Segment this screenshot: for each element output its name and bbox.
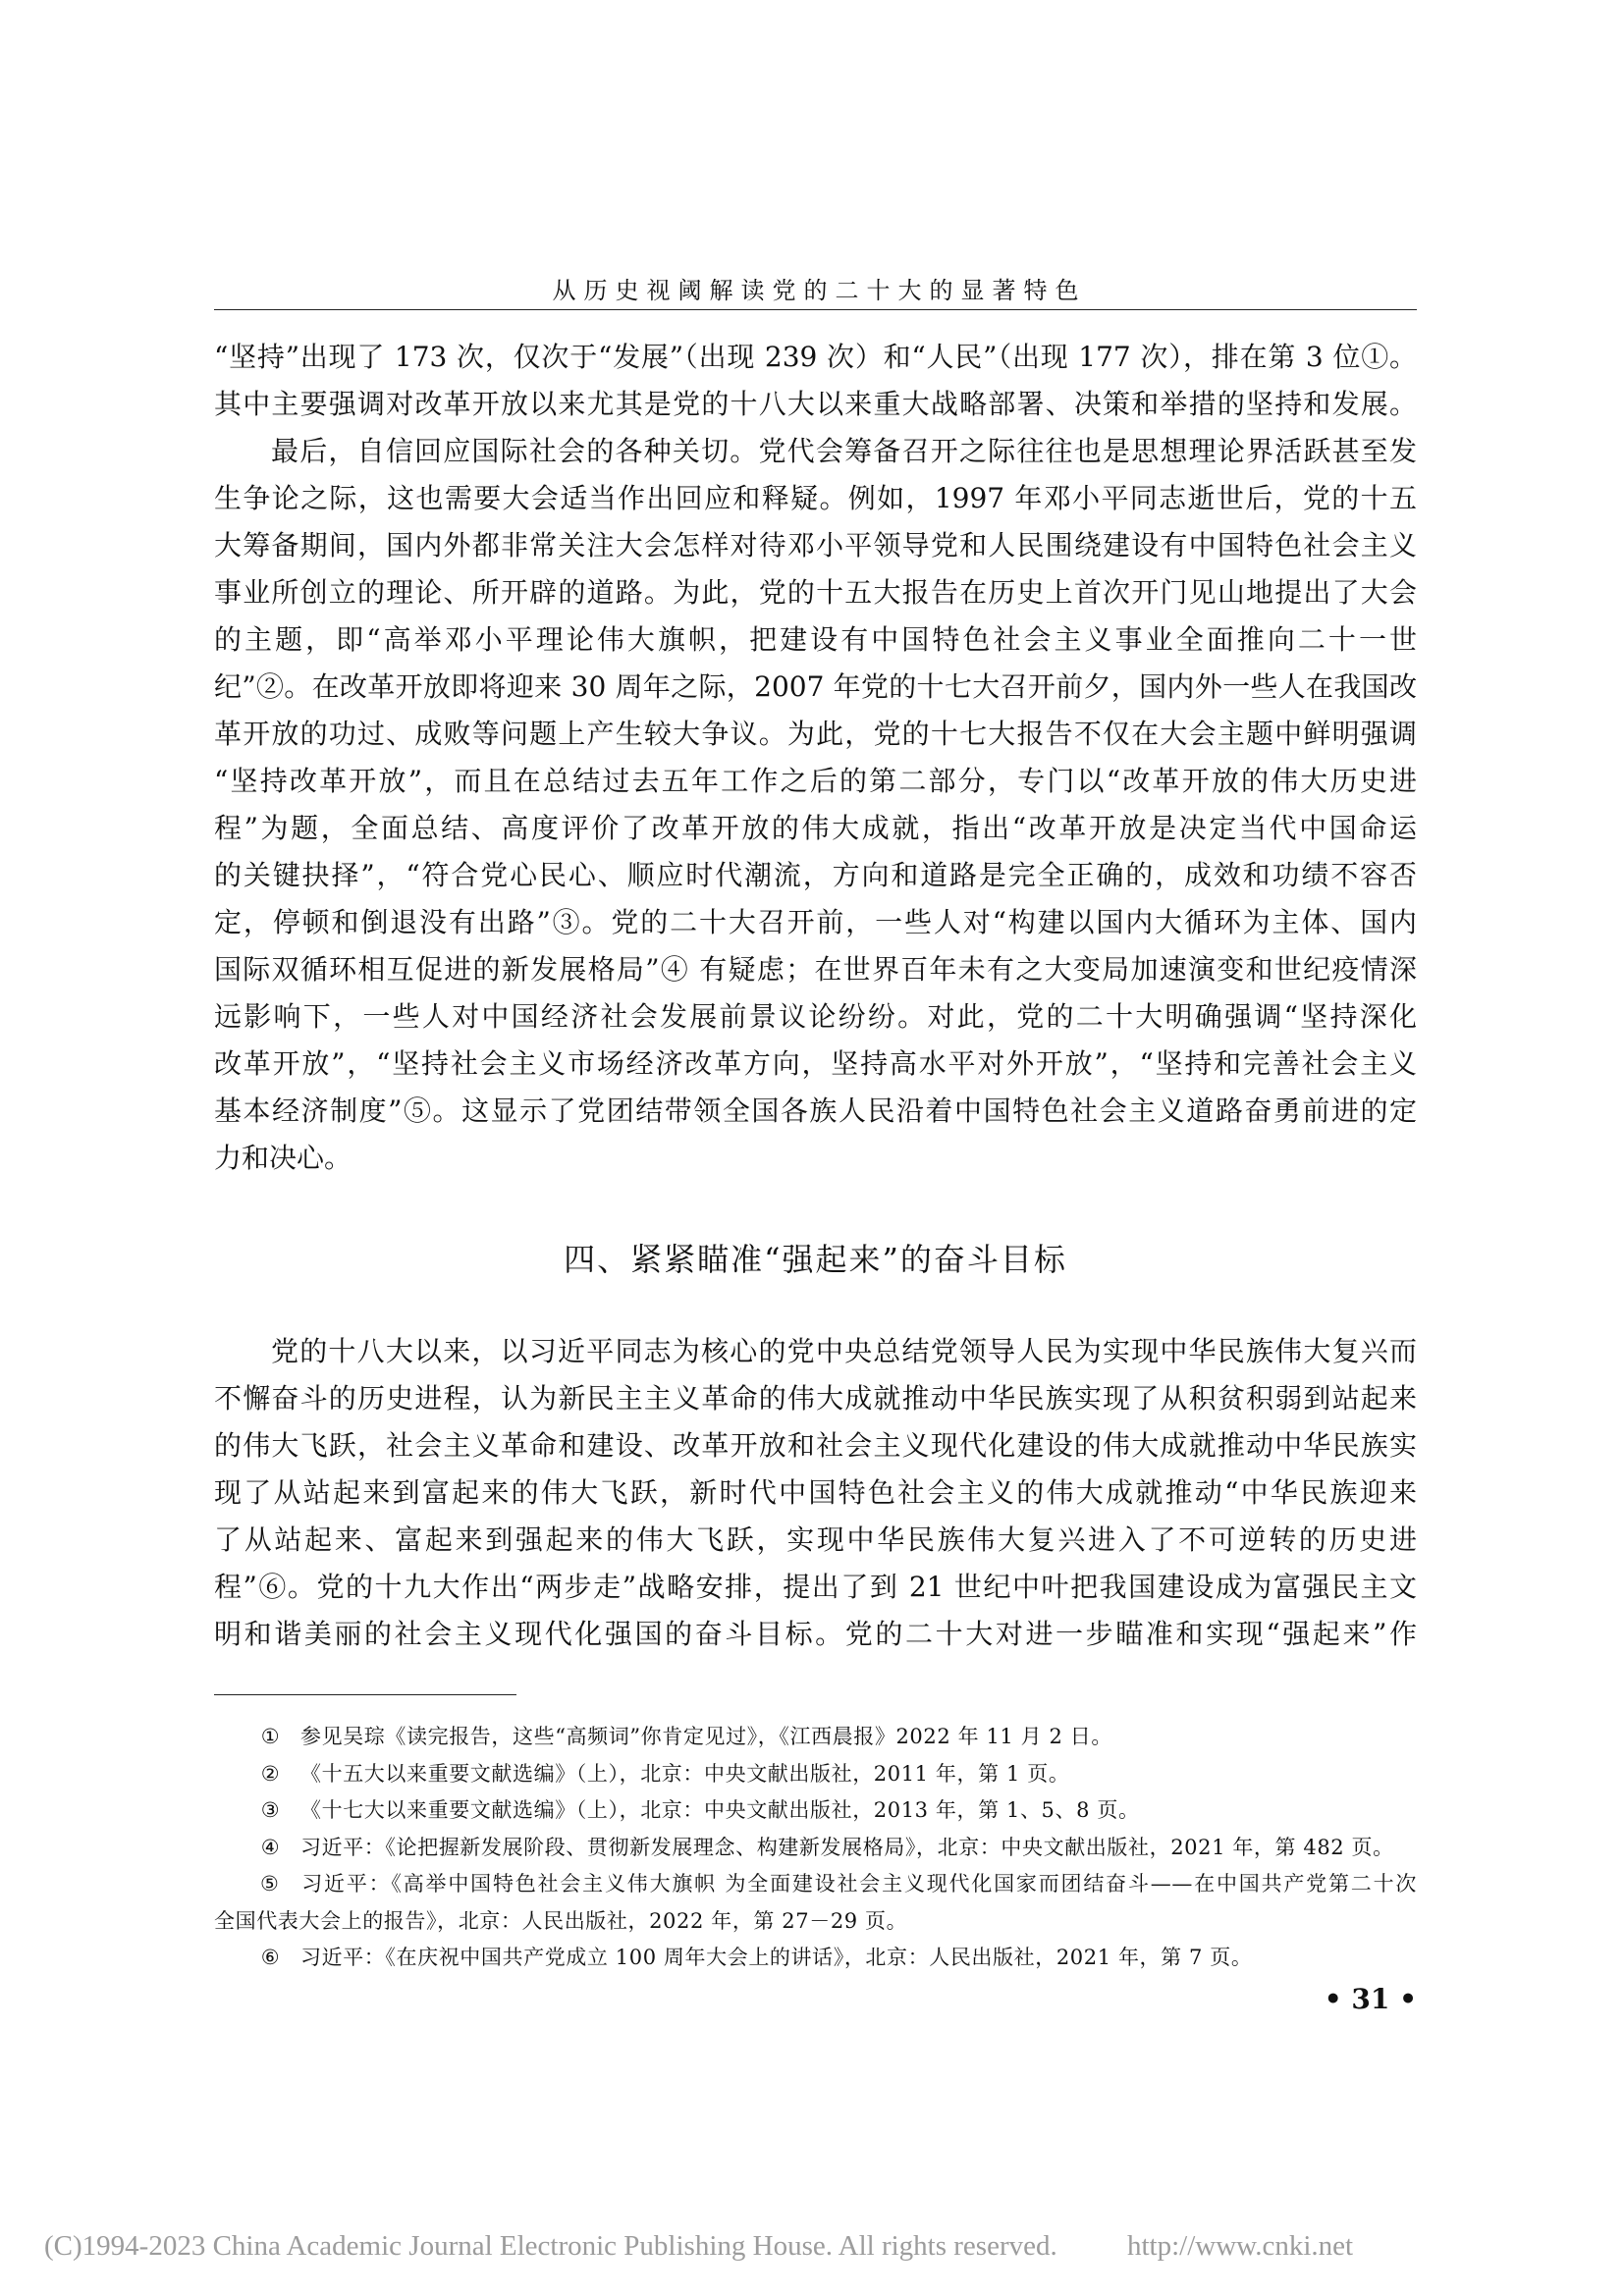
text-line: 改革开放”，“坚持社会主义市场经济改革方向，坚持高水平对外开放”，“坚持和完善社会主义 xyxy=(214,1047,1417,1080)
text-line: 大筹备期间，国内外都非常关注大会怎样对待邓小平领导党和人民围绕建设有中国特色社会主义 xyxy=(214,529,1417,561)
page-number: • 31 • xyxy=(1324,1983,1417,2015)
section-heading: 四、紧紧瞄准“强起来”的奋斗目标 xyxy=(564,1241,1067,1278)
text-line: 不懈奋斗的历史进程，认为新民主主义革命的伟大成就推动中华民族实现了从积贫积弱到站起来 xyxy=(214,1382,1417,1415)
body-text xyxy=(214,334,1417,1658)
text-line: “坚持改革开放”，而且在总结过去五年工作之后的第二部分，专门以“改革开放的伟大历史进 xyxy=(214,765,1417,797)
footnote xyxy=(214,1866,1417,1903)
text-line: 纪”②。在改革开放即将迎来 30 周年之际，2007 年党的十七大召开前夕，国内外一些人在我国改 xyxy=(214,670,1417,703)
paragraph-1 xyxy=(214,334,1417,428)
footnote-marker: ① xyxy=(260,1725,281,1748)
text-line: 现了从站起来到富起来的伟大飞跃，新时代中国特色社会主义的伟大成就推动“中华民族迎来 xyxy=(214,1476,1417,1509)
footnote-text: 参见吴琮《读完报告，这些“高频词”你肯定见过》，《江西晨报》2022 年 11 月 2 日。 xyxy=(300,1725,1112,1748)
footnote xyxy=(214,1756,1417,1793)
paragraph-3 xyxy=(214,1328,1417,1658)
footnote-text: 全国代表大会上的报告》，北京：人民出版社，2022 年，第 27－29 页。 xyxy=(214,1908,908,1933)
text-line: “坚持”出现了 173 次，仅次于“发展”（出现 239 次）和“人民”（出现 177 次），排在第 3 位①。 xyxy=(214,341,1417,373)
text-line: 党的十八大以来，以习近平同志为核心的党中央总结党领导人民为实现中华民族伟大复兴而 xyxy=(271,1335,1417,1367)
footnote-text: 习近平：《高举中国特色社会主义伟大旗帜 为全面建设社会主义现代化国家而团结奋斗——在中国共产党第二十次 xyxy=(300,1872,1417,1896)
header-rule xyxy=(214,309,1417,310)
footnote-continuation xyxy=(214,1903,1417,1941)
text-line: 最后，自信回应国际社会的各种关切。党代会筹备召开之际往往也是思想理论界活跃甚至发 xyxy=(271,435,1417,467)
footnotes xyxy=(214,1719,1417,1977)
footnote-text: 《十七大以来重要文献选编》（上），北京：中央文献出版社，2013 年，第 1、5、8 页。 xyxy=(300,1798,1140,1822)
footnote-marker: ⑥ xyxy=(260,1946,281,1969)
text-line: 革开放的功过、成败等问题上产生较大争议。为此，党的十七大报告不仅在大会主题中鲜明强调 xyxy=(214,718,1417,750)
text-line: 的伟大飞跃，社会主义革命和建设、改革开放和社会主义现代化建设的伟大成就推动中华民族实 xyxy=(214,1429,1417,1462)
footnote xyxy=(214,1830,1417,1867)
text-line: 基本经济制度”⑤。这显示了党团结带领全国各族人民沿着中国特色社会主义道路奋勇前进的定 xyxy=(214,1095,1417,1127)
text-line: 定，停顿和倒退没有出路”③。党的二十大召开前，一些人对“构建以国内大循环为主体、国内 xyxy=(214,906,1417,938)
footnote xyxy=(214,1940,1417,1977)
footnote-marker: ② xyxy=(260,1761,281,1786)
footnote xyxy=(214,1792,1417,1830)
text-line: 其中主要强调对改革开放以来尤其是党的十八大以来重大战略部署、决策和举措的坚持和发展。 xyxy=(214,388,1417,420)
text-line: 明和谐美丽的社会主义现代化强国的奋斗目标。党的二十大对进一步瞄准和实现“强起来”作 xyxy=(214,1618,1417,1650)
footnote xyxy=(214,1719,1417,1756)
text-line: 生争论之际，这也需要大会适当作出回应和释疑。例如，1997 年邓小平同志逝世后，党的十五 xyxy=(214,482,1417,514)
copyright-url: http://www.cnki.net xyxy=(1127,2230,1354,2262)
text-line: 的关键抉择”，“符合党心民心、顺应时代潮流，方向和道路是完全正确的，成效和功绩不容否 xyxy=(214,859,1417,891)
footnote-marker: ④ xyxy=(260,1835,281,1859)
footnote-text: 《十五大以来重要文献选编》（上），北京：中央文献出版社，2011 年，第 1 页。 xyxy=(300,1761,1070,1786)
text-line: 的主题，即“高举邓小平理论伟大旗帜，把建设有中国特色社会主义事业全面推向二十一世 xyxy=(214,623,1417,656)
footnote-text: 习近平：《论把握新发展阶段、贯彻新发展理念、构建新发展格局》，北京：中央文献出版社，2021 年，第 482 页。 xyxy=(300,1835,1394,1859)
copyright-notice: (C)1994-2023 China Academic Journal Electronic Publishing House. All rights reserved. xyxy=(44,2230,1057,2262)
text-line: 程”⑥。党的十九大作出“两步走”战略安排，提出了到 21 世纪中叶把我国建设成为富强民主文 xyxy=(214,1571,1417,1603)
text-line: 程”为题，全面总结、高度评价了改革开放的伟大成就，指出“改革开放是决定当代中国命运 xyxy=(214,812,1417,844)
text-line: 国际双循环相互促进的新发展格局”④ 有疑虑；在世界百年未有之大变局加速演变和世纪疫情深 xyxy=(214,953,1417,986)
text-line: 远影响下，一些人对中国经济社会发展前景议论纷纷。对此，党的二十大明确强调“坚持深化 xyxy=(214,1000,1417,1033)
footnote-text: 习近平：《在庆祝中国共产党成立 100 周年大会上的讲话》，北京：人民出版社，2021 年，第 7 页。 xyxy=(300,1946,1253,1969)
footnote-separator xyxy=(214,1694,516,1695)
running-header: 从历史视阈解读党的二十大的显著特色 xyxy=(552,277,1087,304)
footnote-marker: ③ xyxy=(260,1798,281,1822)
text-line: 了从站起来、富起来到强起来的伟大飞跃，实现中华民族伟大复兴进入了不可逆转的历史进 xyxy=(214,1523,1417,1556)
text-line: 力和决心。 xyxy=(214,1142,352,1174)
text-line: 事业所创立的理论、所开辟的道路。为此，党的十五大报告在历史上首次开门见山地提出了大会 xyxy=(214,576,1417,609)
footnote-marker: ⑤ xyxy=(260,1872,280,1896)
paragraph-2 xyxy=(214,428,1417,1182)
